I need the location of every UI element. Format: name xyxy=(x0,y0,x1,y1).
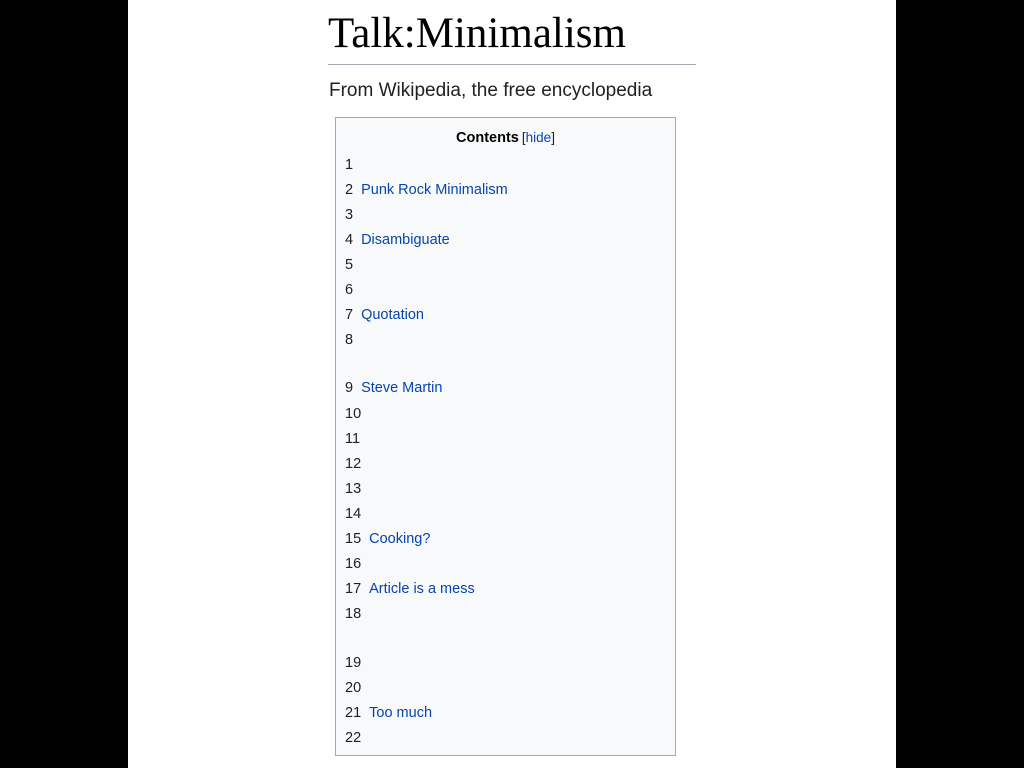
toc-item xyxy=(345,479,361,499)
toc-item xyxy=(345,653,361,673)
toc-item-link[interactable]: Steve Martin xyxy=(361,380,443,396)
toc-item-link[interactable]: Quotation xyxy=(361,307,424,323)
toc-item-number: 18 xyxy=(345,606,362,622)
toc-item-number: 15 xyxy=(345,531,362,547)
toc-hide-link[interactable]: hide xyxy=(525,130,552,145)
toc-item-number: 10 xyxy=(345,406,362,422)
toc-item-number: 13 xyxy=(345,481,362,497)
title-divider xyxy=(328,64,696,65)
toc-item xyxy=(345,205,353,225)
toc-item-number: 22 xyxy=(345,730,362,746)
toc-item-number: 3 xyxy=(345,207,354,223)
toc-item-number: 7 xyxy=(345,307,354,323)
toc-item-number: 2 xyxy=(345,182,354,198)
toc-item xyxy=(345,728,361,748)
toc-item xyxy=(345,454,361,474)
toc-item-number: 11 xyxy=(345,431,361,447)
toc-item[interactable] xyxy=(345,230,450,250)
toc-item-number: 9 xyxy=(345,380,354,396)
toc-item xyxy=(345,504,361,524)
toc-item-number: 14 xyxy=(345,506,362,522)
toc-item[interactable] xyxy=(345,305,424,325)
toc-item[interactable] xyxy=(345,180,508,200)
toc-item-number: 21 xyxy=(345,705,362,721)
toc-item-link[interactable]: Too much xyxy=(369,705,433,721)
toc-item xyxy=(345,404,361,424)
toc-item-number: 19 xyxy=(345,655,362,671)
toc-item[interactable] xyxy=(345,529,430,549)
page-content xyxy=(128,0,896,768)
page-title: Talk:Minimalism xyxy=(328,10,626,57)
table-of-contents xyxy=(335,117,676,756)
toc-item-number: 17 xyxy=(345,581,362,597)
toc-item-number: 12 xyxy=(345,456,362,472)
toc-toggle-wrapper xyxy=(522,130,555,145)
toc-header xyxy=(336,129,675,147)
toc-item-number: 5 xyxy=(345,257,354,273)
toc-item xyxy=(345,678,361,698)
toc-item-link[interactable]: Article is a mess xyxy=(369,581,475,597)
toc-item[interactable] xyxy=(345,703,432,723)
toc-item xyxy=(345,604,361,624)
toc-item-link[interactable]: Disambiguate xyxy=(361,232,450,248)
toc-bracket-open: [ xyxy=(521,130,526,145)
toc-item-number: 16 xyxy=(345,556,362,572)
toc-bracket-close: ] xyxy=(551,130,555,145)
toc-item xyxy=(345,255,353,275)
toc-item xyxy=(345,280,353,300)
toc-item[interactable] xyxy=(345,579,475,599)
toc-item-number: 1 xyxy=(345,157,354,173)
toc-item-number: 20 xyxy=(345,680,362,696)
toc-item xyxy=(345,330,353,350)
toc-heading: Contents xyxy=(456,130,519,146)
toc-item xyxy=(345,429,361,449)
toc-item-link[interactable]: Punk Rock Minimalism xyxy=(361,182,508,198)
site-tagline: From Wikipedia, the free encyclopedia xyxy=(329,80,653,101)
toc-item-link[interactable]: Cooking? xyxy=(369,531,431,547)
toc-item xyxy=(345,155,353,175)
toc-item-number: 6 xyxy=(345,282,354,298)
toc-item-number: 4 xyxy=(345,232,354,248)
toc-item-number: 8 xyxy=(345,332,354,348)
toc-item xyxy=(345,554,361,574)
toc-item[interactable] xyxy=(345,378,442,398)
